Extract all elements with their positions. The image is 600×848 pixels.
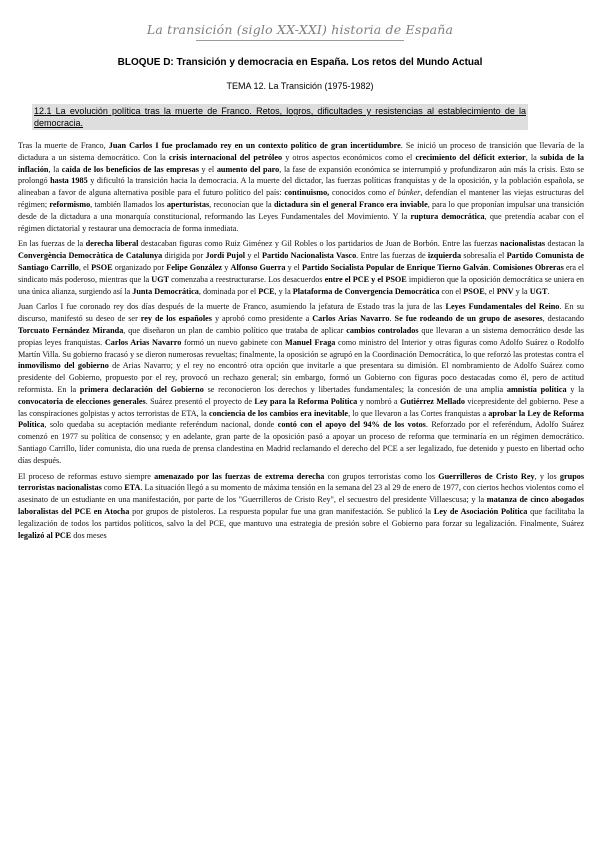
bold-run: conciencia de los cambios era inevitable — [208, 408, 349, 418]
text-run: . — [547, 286, 550, 296]
bold-run: Convergència Democràtica de Catalunya — [18, 251, 163, 261]
text-run: y otros aspectos económicos como el — [282, 152, 416, 162]
bold-run: Partido Nacionalista Vasco — [261, 251, 357, 261]
bold-run: Junta Democrática — [132, 286, 199, 296]
bold-run: aumento del paro — [216, 164, 280, 174]
italic-run: el búnker — [388, 188, 421, 198]
text-run: que llevaran a un sistema democrático desde las propias leyes franquistas. — [18, 325, 585, 347]
bold-run: dictadura sin el general Franco era inviable — [273, 199, 428, 209]
bold-run: grupos terroristas nacionalistas — [18, 471, 585, 493]
header-underline — [196, 40, 404, 41]
bold-run: PSOE — [91, 262, 113, 272]
bold-run: inmovilismo del gobierno — [18, 361, 109, 371]
text-run: y — [222, 262, 231, 272]
bold-run: nacionalistas — [500, 239, 546, 249]
bold-run: amnistía política — [506, 384, 567, 394]
bold-run: contó con el apoyo del 94% de los votos — [277, 420, 426, 430]
bold-run: subida de la inflación — [18, 152, 584, 174]
document-body — [18, 140, 584, 545]
text-run: , la — [525, 152, 540, 162]
bold-run: Plataforma de Convergencia Democrática — [292, 286, 440, 296]
bold-run: legalizó al PCE — [18, 530, 72, 540]
text-run: de Arias Navarro; y el rey no encontró otra opción que invitarle a que presentara su dimisión. El nombramiento de Adolfo Suárez como presidente del Gobierno, propuesto por el rey, provocó un rechazo general; sin embargo, formó un Gobierno con figuras poco destacadas como él, pero de actitud reformista. En la — [18, 361, 584, 394]
text-run: que facilitaba la legalización de todos los partidos políticos, salvo la del PCE, que mantuvo una estrategia de presión sobre el Gobierno para forzar su legalización. Finalmente, Suárez — [18, 506, 584, 528]
bold-run: Felipe González — [166, 262, 223, 272]
text-run: , dominada por el — [198, 286, 259, 296]
bold-run: rey de los españoles — [140, 314, 212, 324]
bold-run: ETA — [124, 483, 141, 493]
text-run: , que pretendía acabar con el régimen dictatorial y restaurar una democracia de forma inmediata. — [18, 211, 584, 233]
bold-run: matanza de cinco abogados laboralistas del PCE en Atocha — [18, 495, 584, 516]
bold-run: reformismo — [49, 199, 91, 209]
text-run: destacan la — [545, 239, 585, 249]
bold-run: hasta 1985 — [50, 176, 88, 186]
text-run: , lo que llevaron a las Cortes franquistas a — [348, 408, 489, 418]
text-run: vicepresidente del gobierno. Pese a las conspiraciones golpistas y actos terroristas de ETA, la — [18, 396, 585, 418]
bold-run: ruptura democrática — [410, 211, 485, 221]
text-run: , reconocían que la — [209, 199, 274, 209]
paragraph — [18, 238, 584, 297]
bold-run: Partido Comunista de Santiago Carrillo — [18, 251, 584, 272]
text-run: . En su discurso, manifestó su deseo de ser — [18, 302, 584, 324]
text-run: sobresalía el — [461, 251, 507, 261]
text-run: con el — [439, 286, 464, 296]
text-run: formó un nuevo gabinete con — [181, 337, 285, 347]
text-run: . Suárez presentó el proyecto de — [145, 396, 255, 406]
bold-run: derecha liberal — [85, 239, 139, 249]
text-run: , el — [484, 286, 497, 296]
text-run: . — [488, 262, 493, 272]
text-run: y el — [245, 251, 262, 261]
bold-run: PSOE — [463, 286, 485, 296]
block-title: BLOQUE D: Transición y democracia en España. Los retos del Mundo Actual — [117, 57, 483, 68]
text-run: y nombró a — [357, 396, 400, 406]
bold-run: aperturistas — [166, 199, 210, 209]
text-run: , y los — [534, 471, 560, 481]
text-run: , solo quedaba su aceptación mediante referéndum nacional, donde — [44, 420, 278, 430]
bold-run: continuismo, — [284, 188, 330, 198]
bold-run: crisis internacional del petróleo — [168, 152, 283, 162]
bold-run: Comisiones Obreras — [492, 262, 564, 272]
paragraph — [18, 140, 584, 234]
bold-run: Torcuato Fernández Miranda — [18, 325, 124, 335]
text-run: organizado por — [112, 262, 167, 272]
text-run: comenzaba a reestructurarse. Los desacuerdos — [169, 274, 325, 284]
bold-run: Leyes Fundamentales del Reino — [445, 302, 560, 312]
text-run: por grupos de pistoleros. La respuesta popular fue una gran manifestación. Se publicó la — [129, 506, 434, 516]
bold-run: izquierda — [427, 251, 462, 261]
bold-run: caída de los beneficios de las empresas — [61, 164, 199, 174]
text-run: , defendían el mantener las viejas estructuras del régimen; — [18, 188, 584, 209]
text-run: , y la — [274, 286, 293, 296]
text-run: Juan Carlos I fue coronado rey dos días después de la muerte de Franco, asumiendo la jefatura de Estado tras la jura de las — [18, 302, 446, 312]
text-run: . La situación llegó a su momento de máxima tensión en la semana del 23 al 29 de enero de 1977, con ciertos hechos violentos como el asesinato de un estudiante en una manifestación, por parte de los "Guerrilleros de Cristo Rey", el secuestro del presidente Villaescusa; y la — [18, 483, 584, 505]
text-run: , para lo que proponían impulsar una transición desde de la dictadura a una monarquía constitucional, reformando las Leyes Fundamentales del Movimiento. Y la — [18, 199, 584, 221]
text-run: , la — [48, 164, 62, 174]
text-run: . Se inició un proceso de transición que llevaría de la dictadura a un sistema democrático. Con la — [18, 141, 584, 162]
text-run: , también llamados los — [90, 199, 167, 209]
text-run: dos meses — [71, 530, 107, 540]
bold-run: Ley para la Reforma Política — [254, 396, 358, 406]
bold-run: Alfonso Guerra — [230, 262, 286, 272]
bold-run: convocatoria de elecciones generales — [18, 396, 146, 406]
bold-run: PNV — [496, 286, 514, 296]
text-run: , el — [78, 262, 92, 272]
text-run: , destacando — [542, 314, 584, 324]
text-run: y el — [198, 164, 217, 174]
bold-run: Partido Socialista Popular de Enrique Tierno Galván — [302, 262, 489, 272]
bold-run: Carlos Arias Navarro — [104, 337, 182, 347]
text-run: . — [389, 314, 395, 324]
text-run: . Entre las fuerzas de — [356, 251, 428, 261]
paragraph — [18, 471, 584, 542]
bold-run: amenazado por las fuerzas de extrema derecha — [154, 471, 325, 481]
text-run: . Reforzado por el referéndum, Adolfo Suárez comenzó en 1977 su política de consenso; y en adelante, gran parte de la oposición pasó a apoyar un proceso de reforma que terminaría en un régimen democrático. Santiago Carrillo, líder comunista, dio una rueda de prensa clandestina en Madrid reclamando el derecho del PCE a ser legalizado, fue detenido y puesto en libertad ocho días después. — [18, 420, 585, 465]
section-heading: 12.1 La evolución política tras la muerte de Franco. Retos, logros, dificultades y resistencias al establecimiento de la democracia. — [34, 106, 526, 128]
text-run: y la — [566, 384, 584, 394]
text-run: y aprobó como presidente a — [211, 314, 313, 324]
bold-run: Carlos Arias Navarro — [312, 314, 390, 324]
text-run: y dificultó la transición hacia la democracia. A la muerte del dictador, las fuerzas políticas franquistas y de la oposición, y la población española, se alineaban a favor de alguna alternativa posible para el futuro político del país: — [18, 176, 584, 198]
text-run: con grupos terroristas como los — [324, 471, 439, 481]
text-run: destacaban figuras como Ruiz Giménez y Gil Robles o los partidarios de Juan de Borbón. Entre las fuerzas — [138, 239, 500, 249]
tema-title: TEMA 12. La Transición (1975-1982) — [226, 81, 374, 91]
text-run: y la — [513, 286, 530, 296]
text-run: , que diseñaron un plan de cambio político que trataba de aplicar — [123, 325, 347, 335]
text-run: era el sindicato más poderoso, mientras que la — [18, 262, 585, 284]
text-run: se reconocieron los derechos y libertades fundamentales; la concesión de una amplia — [203, 384, 507, 394]
bold-run: PCE — [258, 286, 275, 296]
text-run: Tras la muerte de Franco, — [18, 141, 109, 150]
bold-run: Jordi Pujol — [205, 251, 246, 261]
bold-run: UGT — [529, 286, 548, 296]
paragraph — [18, 301, 584, 466]
text-run: dirigida por — [162, 251, 206, 261]
bold-run: cambios controlados — [346, 325, 419, 335]
running-header: La transición (siglo XX-XXI) historia de España — [146, 22, 454, 37]
text-run: En las fuerzas de la — [18, 239, 86, 249]
bold-run: primera declaración del Gobierno — [79, 384, 204, 394]
text-run: conocidos como — [329, 188, 389, 198]
text-run: como — [101, 483, 125, 493]
text-run: , la fase de expansión económica se interrumpió y profundizaron aún más la crisis. Esto se prolongó — [18, 164, 584, 186]
bold-run: Juan Carlos I fue proclamado rey en un contexto político de gran incertidumbre — [108, 141, 401, 150]
bold-run: Gutiérrez Mellado — [399, 396, 465, 406]
bold-run: entre el PCE y el PSOE — [324, 274, 407, 284]
text-run: impidieron que la oposición democrática se uniera en una única alianza, surgiendo así la — [18, 274, 584, 296]
bold-run: UGT — [151, 274, 170, 284]
bold-run: Se fue rodeando de un grupo de asesores — [394, 314, 543, 324]
text-run: como ministro del Interior y otras figuras como Adolfo Suárez o Rodolfo Martín Villa. Su gobierno fracasó y se dieron numerosas revueltas; finalmente, la oposición se agrupó en la Coordinación Democrática, lo que reforzó las protestas contra el — [18, 337, 584, 359]
bold-run: aprobar la Ley de Reforma Política — [18, 408, 584, 430]
text-run: y el — [285, 262, 302, 272]
bold-run: Ley de Asociación Política — [433, 506, 528, 516]
bold-run: crecimiento del déficit exterior — [415, 152, 526, 162]
text-run: El proceso de reformas estuvo siempre — [18, 471, 155, 481]
bold-run: Manuel Fraga — [284, 337, 336, 347]
bold-run: Guerrilleros de Cristo Rey — [438, 471, 535, 481]
